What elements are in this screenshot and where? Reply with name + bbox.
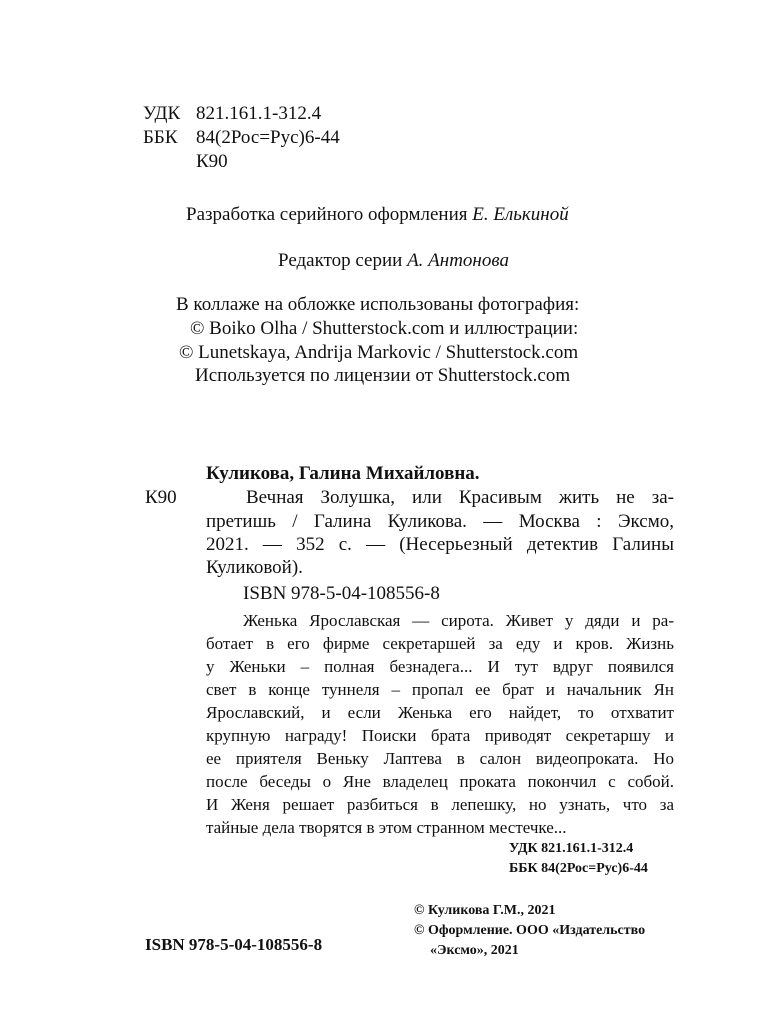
catalog-title-line: 2021. — 352 с. — (Несерьезный детектив Галины xyxy=(206,534,674,555)
annotation-line: у Женьки – полная безнадега... И тут вдруг появился xyxy=(206,657,674,676)
editor-credit-prefix: Редактор серии xyxy=(278,250,403,271)
editor-credit-name: А. Антонова xyxy=(407,250,509,271)
udk-label: УДК xyxy=(143,103,181,124)
catalog-title-line: Вечная Золушка, или Красивым жить не за- xyxy=(246,487,674,508)
design-credit xyxy=(186,203,569,227)
annotation-line: ее приятеля Веньку Лаптева в салон видеопроката. Но xyxy=(206,749,674,768)
copyright-line: «Эксмо», 2021 xyxy=(430,943,519,958)
annotation-line: Ярославский, и если Женька его найдет, то отхватит xyxy=(206,703,674,722)
cover-credit-line: В коллаже на обложке использованы фотография: xyxy=(176,294,580,315)
annotation-line: И Женя решает разбиться в лепешку, но узнать, что за xyxy=(206,795,674,814)
catalog-author: Куликова, Галина Михайловна. xyxy=(206,463,480,484)
catalog-title-line: Куликовой). xyxy=(206,557,303,578)
copyright-line: © Куликова Г.М., 2021 xyxy=(414,903,556,918)
catalog-mark: К90 xyxy=(145,487,177,508)
editor-credit xyxy=(278,249,509,273)
bbk-label: ББК xyxy=(143,127,178,148)
design-credit-name: Е. Елькиной xyxy=(472,204,569,225)
annotation-line: после беседы о Яне владелец проката покончил с собой. xyxy=(206,772,674,791)
bbk-value: 84(2Рос=Рус)6-44 xyxy=(196,127,340,148)
annotation-line: Женька Ярославская — сирота. Живет у дяди и ра- xyxy=(243,611,674,630)
annotation-line: ботает в его фирме секретаршей за еду и кров. Жизнь xyxy=(206,634,674,653)
catalog-isbn: ISBN 978-5-04-108556-8 xyxy=(243,583,440,604)
cover-credit-line: Используется по лицензии от Shutterstock.com xyxy=(195,365,571,386)
cover-credit-line: © Boiko Olha / Shutterstock.com и иллюстрации: xyxy=(190,318,579,339)
design-credit-prefix: Разработка серийного оформления xyxy=(186,204,468,225)
catalog-bbk-code: ББК 84(2Рос=Рус)6-44 xyxy=(509,861,648,876)
catalog-udk-code: УДК 821.161.1-312.4 xyxy=(509,841,634,856)
copyright-line: © Оформление. ООО «Издательство xyxy=(414,923,646,938)
cover-credit-line: © Lunetskaya, Andrija Markovic / Shutterstock.com xyxy=(179,342,579,363)
annotation-line: тайные дела творятся в этом странном местечке... xyxy=(206,818,567,837)
annotation-line: крупную награду! Поиски брата приводят секретаршу и xyxy=(206,726,674,745)
author-mark: К90 xyxy=(196,151,228,172)
udk-value: 821.161.1-312.4 xyxy=(196,103,322,124)
annotation-line: свет в конце туннеля – пропал ее брат и начальник Ян xyxy=(206,680,674,699)
footer-isbn: ISBN 978-5-04-108556-8 xyxy=(145,935,323,954)
catalog-title-line: претишь / Галина Куликова. — Москва : Эксмо, xyxy=(206,511,674,532)
